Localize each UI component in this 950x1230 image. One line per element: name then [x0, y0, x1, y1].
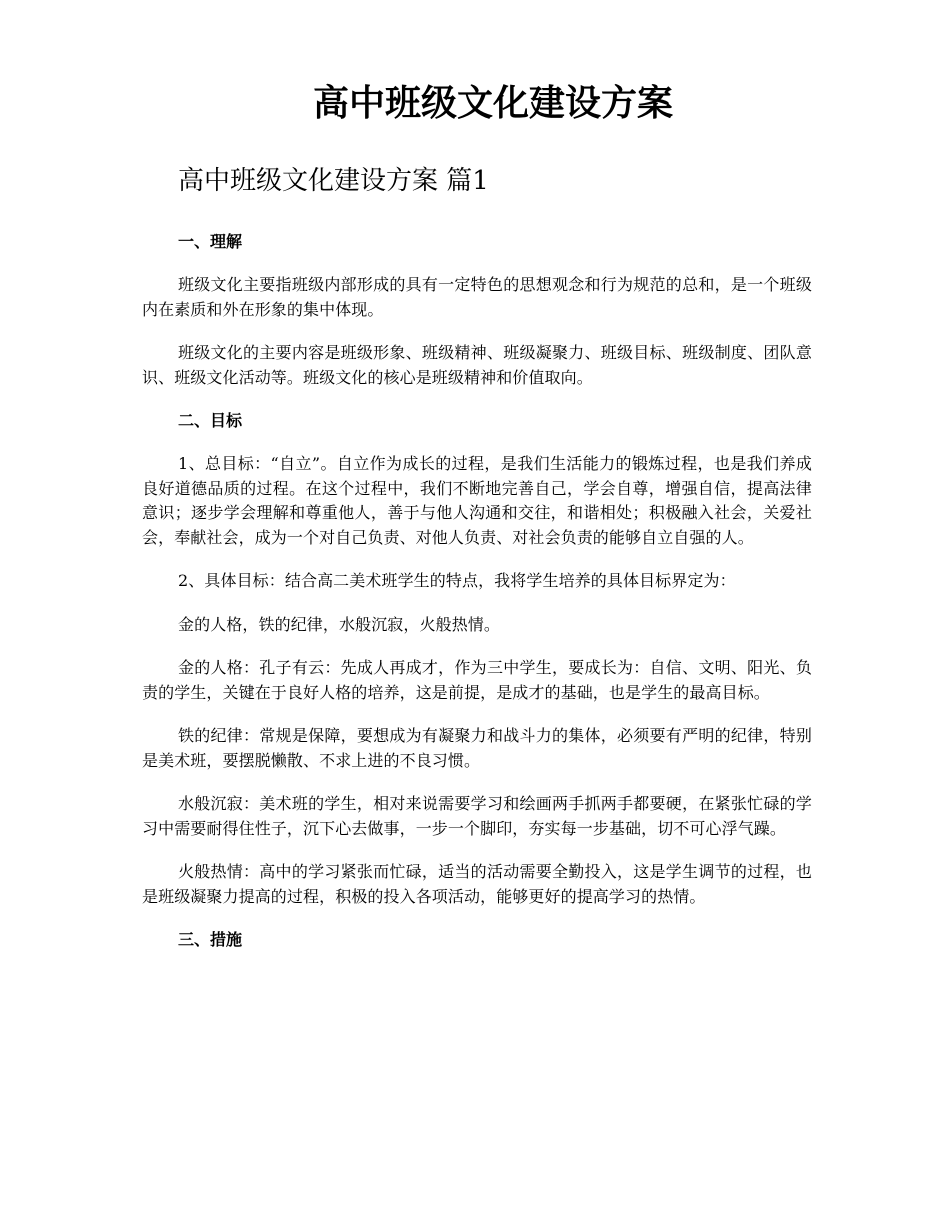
paragraph: 金的人格：孔子有云：先成人再成才，作为三中学生，要成长为：自信、文明、阳光、负责的学生，关键在于良好人格的培养，这是前提，是成才的基础，也是学生的最高目标。: [142, 658, 812, 702]
sub-heading-understanding: 一、理解: [178, 232, 243, 251]
paragraph: 水般沉寂：美术班的学生，相对来说需要学习和绘画两手抓两手都要硬，在紧张忙碌的学习中需要耐得住性子，沉下心去做事，一步一个脚印，夯实每一步基础，切不可心浮气躁。: [142, 794, 812, 838]
paragraph: 班级文化主要指班级内部形成的具有一定特色的思想观念和行为规范的总和，是一个班级内在素质和外在形象的集中体现。: [142, 275, 812, 319]
paragraph: 金的人格，铁的纪律，水般沉寂，火般热情。: [178, 614, 501, 634]
paragraph: 1、总目标：“自立”。自立作为成长的过程，是我们生活能力的锻炼过程，也是我们养成良好道德品质的过程。在这个过程中，我们不断地完善自己，学会自尊，增强自信，提高法律意识；逐步学会理解和尊重他人，善于与他人沟通和交往，和谐相处；积极融入社会，关爱社会，奉献社会，成为一个对自己负责、对他人负责、对社会负责的能够自立自强的人。: [142, 454, 812, 547]
paragraph: 2、具体目标：结合高二美术班学生的特点，我将学生培养的具体目标界定为：: [178, 571, 736, 590]
sub-heading-measures: 三、措施: [178, 930, 243, 949]
paragraph: 火般热情：高中的学习紧张而忙碌，适当的活动需要全勤投入，这是学生调节的过程，也是班级凝聚力提高的过程，积极的投入各项活动，能够更好的提高学习的热情。: [142, 862, 812, 906]
paragraph: 班级文化的主要内容是班级形象、班级精神、班级凝聚力、班级目标、班级制度、团队意识、班级文化活动等。班级文化的核心是班级精神和价值取向。: [142, 343, 812, 387]
paragraph: 铁的纪律：常规是保障，要想成为有凝聚力和战斗力的集体，必须要有严明的纪律，特别是美术班，要摆脱懒散、不求上进的不良习惯。: [142, 726, 812, 770]
document-title: 高中班级文化建设方案: [312, 82, 673, 124]
document-body: [142, 230, 812, 971]
sub-heading-goals: 二、目标: [178, 411, 243, 430]
section-heading: 高中班级文化建设方案 篇1: [178, 166, 489, 196]
